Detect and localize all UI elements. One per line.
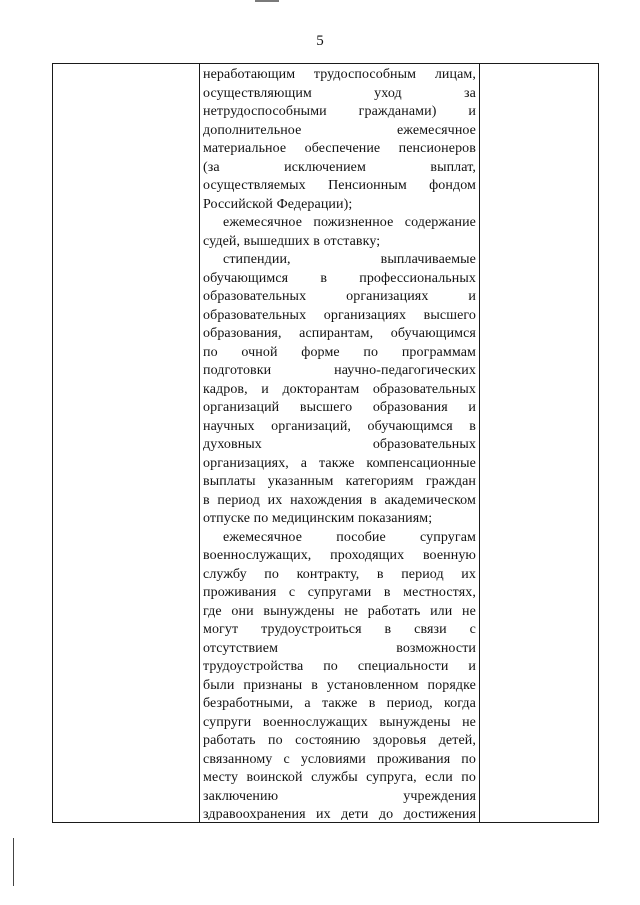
- scan-artifact-left-edge: [13, 838, 14, 886]
- text-word: пособие: [336, 529, 386, 545]
- text-word: работать: [203, 733, 256, 748]
- text-word: с: [288, 585, 296, 600]
- text-word: военнослужащих: [262, 714, 368, 730]
- text-word: в: [383, 585, 391, 600]
- text-word: высшего: [423, 307, 476, 323]
- text-word: проживания: [203, 585, 277, 600]
- text-word: научно-педагогических: [334, 363, 476, 378]
- text-word: по: [267, 733, 283, 748]
- text-word: дополнительное: [203, 122, 302, 138]
- text-line: [203, 159, 476, 178]
- text-word: Пенсионным: [328, 178, 407, 193]
- text-word: образовательных: [203, 289, 307, 304]
- text-line: [203, 85, 476, 104]
- text-word: в: [368, 696, 376, 711]
- text-word: программам: [401, 344, 476, 360]
- text-word: если: [425, 770, 453, 785]
- text-word: в: [376, 566, 384, 582]
- text-word: образовательных: [203, 307, 307, 323]
- text-word: по: [323, 659, 338, 674]
- text-word: организаций,: [271, 418, 352, 434]
- text-line: [203, 714, 476, 733]
- text-line: [203, 436, 476, 455]
- text-word: в: [469, 418, 476, 434]
- text-word: местностях,: [403, 585, 476, 600]
- text-word: период: [217, 492, 260, 508]
- text-word: достижения: [403, 807, 476, 820]
- text-word: образования: [372, 400, 448, 415]
- text-line: [203, 399, 476, 418]
- text-word: образования,: [203, 326, 282, 341]
- text-word: осуществляющим: [203, 85, 312, 101]
- text-word: месту: [203, 770, 239, 785]
- table-column-divider-left: [199, 63, 200, 823]
- text-word: связанному: [203, 751, 273, 767]
- text-line: [203, 270, 476, 289]
- text-line: [203, 122, 476, 141]
- text-line: [203, 695, 476, 714]
- text-word: где: [203, 603, 222, 619]
- text-line: [203, 621, 476, 640]
- text-word: не: [462, 714, 476, 730]
- text-word: и: [261, 381, 269, 397]
- text-word: осуществляемых: [203, 178, 306, 193]
- text-line: [203, 640, 476, 659]
- text-word: по: [203, 344, 218, 360]
- text-word: организациях,: [203, 455, 289, 471]
- text-line: [203, 177, 476, 196]
- text-line: [203, 381, 476, 400]
- text-word: службы: [311, 770, 358, 785]
- text-word: вынуждены: [379, 714, 451, 730]
- text-word: военнослужащих,: [203, 548, 312, 563]
- text-word: контракту,: [296, 566, 360, 582]
- text-line: [203, 603, 476, 622]
- text-word: пенсионеров: [398, 141, 476, 156]
- text-word: не: [462, 603, 476, 619]
- text-word: условиями: [300, 751, 366, 767]
- text-word: организациях: [323, 307, 407, 323]
- text-word: их: [316, 807, 331, 820]
- text-word: в: [370, 492, 377, 508]
- text-word: учреждения: [403, 788, 476, 804]
- text-word: категориям: [345, 474, 414, 489]
- text-word: обучающимся: [390, 326, 476, 341]
- text-word: также: [321, 696, 358, 711]
- text-word: неработающим: [203, 67, 296, 82]
- text-word: установленном: [326, 677, 419, 693]
- text-word: обучающимся: [367, 418, 453, 434]
- text-word: их: [461, 566, 476, 582]
- text-word: по: [461, 751, 476, 767]
- text-word: граждан: [425, 474, 476, 489]
- text-word: лицам,: [434, 67, 476, 82]
- text-word: нахождения: [290, 492, 363, 508]
- text-word: духовных: [203, 437, 262, 452]
- text-line: [203, 769, 476, 788]
- text-word: в: [311, 677, 318, 693]
- text-line: [203, 547, 476, 566]
- text-word: службу: [203, 566, 247, 582]
- text-line: [203, 510, 476, 529]
- text-line: [203, 344, 476, 363]
- text-word: выплаты: [203, 474, 256, 489]
- text-line: [203, 455, 476, 474]
- text-word: возможности: [396, 640, 476, 656]
- text-word: подготовки: [203, 363, 272, 378]
- page-number: 5: [316, 33, 324, 49]
- text-word: отсутствием: [203, 640, 279, 656]
- text-word: здравоохранения: [203, 807, 306, 820]
- text-word: указанным: [267, 474, 334, 489]
- text-word: до: [378, 807, 394, 820]
- text-word: проживания: [376, 751, 451, 767]
- text-word: а: [300, 455, 308, 471]
- text-line: [203, 233, 476, 252]
- text-word: и: [468, 659, 476, 674]
- text-word: ежемесячное: [396, 122, 476, 138]
- text-line: [203, 677, 476, 696]
- text-line: [203, 307, 476, 326]
- text-line: [203, 214, 476, 233]
- text-word: период: [401, 566, 444, 582]
- text-word: пожизненное: [313, 215, 394, 230]
- text-word: обеспечение: [304, 141, 381, 156]
- text-word: супругами: [307, 585, 372, 600]
- text-word: по: [461, 770, 476, 785]
- text-line: [203, 529, 476, 548]
- text-line-content: судей, вышедших в отставку;: [203, 233, 381, 249]
- text-word: выплат,: [430, 159, 476, 175]
- text-line: [203, 473, 476, 492]
- text-word: по: [363, 344, 379, 360]
- text-line: [203, 492, 476, 511]
- text-word: в: [320, 270, 328, 286]
- text-word: научных: [203, 418, 255, 434]
- text-word: по: [264, 566, 279, 582]
- text-word: состоянию: [295, 733, 361, 748]
- text-word: очной: [241, 344, 278, 360]
- text-line: [203, 325, 476, 344]
- text-line: [203, 658, 476, 677]
- text-word: аспирантам,: [299, 326, 374, 341]
- text-line: [203, 288, 476, 307]
- text-word: также: [319, 455, 355, 471]
- text-word: и: [468, 104, 476, 119]
- text-word: содержание: [404, 215, 476, 230]
- text-word: работать: [367, 603, 421, 619]
- text-word: супругам: [420, 529, 476, 545]
- text-word: (за: [203, 159, 220, 175]
- text-word: здоровья: [372, 733, 427, 748]
- table-cell-middle-text: [203, 66, 476, 820]
- text-word: выплачиваемые: [380, 252, 476, 267]
- text-word: ежемесячное: [223, 215, 303, 230]
- text-word: с: [469, 622, 476, 637]
- table-column-divider-right: [479, 63, 480, 823]
- text-word: детей,: [438, 733, 476, 748]
- text-word: образовательных: [372, 437, 476, 452]
- text-word: они: [231, 603, 254, 619]
- text-word: признаны: [243, 677, 303, 693]
- text-line: [203, 418, 476, 437]
- text-word: дети: [341, 807, 369, 820]
- text-word: безработными,: [203, 696, 294, 711]
- text-word: супруги: [203, 714, 252, 730]
- text-word: стипендии,: [223, 252, 291, 267]
- text-word: трудоустройства: [203, 659, 304, 674]
- text-word: академическом: [384, 492, 476, 508]
- text-word: порядке: [427, 677, 476, 693]
- text-word: вынуждены: [263, 603, 335, 619]
- text-line: [203, 732, 476, 751]
- text-word: связи: [414, 622, 447, 637]
- text-word: профессиональных: [359, 270, 476, 286]
- text-word: исключением: [284, 159, 366, 175]
- text-word: были: [203, 677, 235, 693]
- text-word: гражданами): [358, 104, 437, 119]
- text-line: [203, 584, 476, 603]
- text-word: их: [267, 492, 283, 508]
- text-word: в: [203, 492, 210, 508]
- text-word: обучающимся: [203, 270, 289, 286]
- text-word: заключению: [203, 788, 279, 804]
- text-word: в: [384, 622, 392, 637]
- text-line: [203, 103, 476, 122]
- text-word: нетрудоспособными: [203, 104, 327, 119]
- text-line: [203, 362, 476, 381]
- text-word: воинской: [246, 770, 303, 785]
- text-word: могут: [203, 622, 239, 637]
- text-word: фондом: [429, 178, 476, 193]
- text-line: [203, 806, 476, 820]
- text-word: когда: [443, 696, 476, 711]
- text-word: трудоспособным: [313, 67, 417, 82]
- text-word: а: [304, 696, 311, 711]
- text-word: организаций: [203, 400, 280, 415]
- text-word: специальности: [357, 659, 449, 674]
- text-word: ежемесячное: [223, 529, 303, 545]
- text-word: форме: [301, 344, 340, 360]
- scan-artifact-top: [255, 0, 279, 2]
- text-word: трудоустроиться: [261, 622, 362, 637]
- text-word: материальное: [203, 141, 287, 156]
- text-line: [203, 66, 476, 85]
- text-word: и: [468, 289, 476, 304]
- text-line: [203, 751, 476, 770]
- text-word: или: [430, 603, 453, 619]
- text-word: супруга,: [366, 770, 417, 785]
- text-word: образовательных: [372, 381, 476, 397]
- text-word: организациях: [346, 289, 429, 304]
- text-line: [203, 196, 476, 215]
- text-line: [203, 140, 476, 159]
- text-word: не: [344, 603, 359, 619]
- text-line-content: отпуске по медицинским показаниям;: [203, 511, 433, 526]
- text-word: кадров,: [203, 381, 248, 397]
- text-word: уход: [374, 85, 402, 101]
- text-line-content: Российской Федерации);: [203, 196, 353, 212]
- text-word: проходящих: [330, 548, 405, 563]
- text-word: докторантам: [282, 381, 360, 397]
- text-word: за: [464, 85, 476, 101]
- text-line: [203, 788, 476, 807]
- text-word: и: [468, 400, 476, 415]
- text-line: [203, 566, 476, 585]
- text-word: период,: [386, 696, 433, 711]
- text-word: высшего: [299, 400, 353, 415]
- text-word: военную: [422, 548, 476, 563]
- text-word: компенсационные: [366, 455, 476, 471]
- text-word: с: [283, 751, 290, 767]
- text-line: [203, 251, 476, 270]
